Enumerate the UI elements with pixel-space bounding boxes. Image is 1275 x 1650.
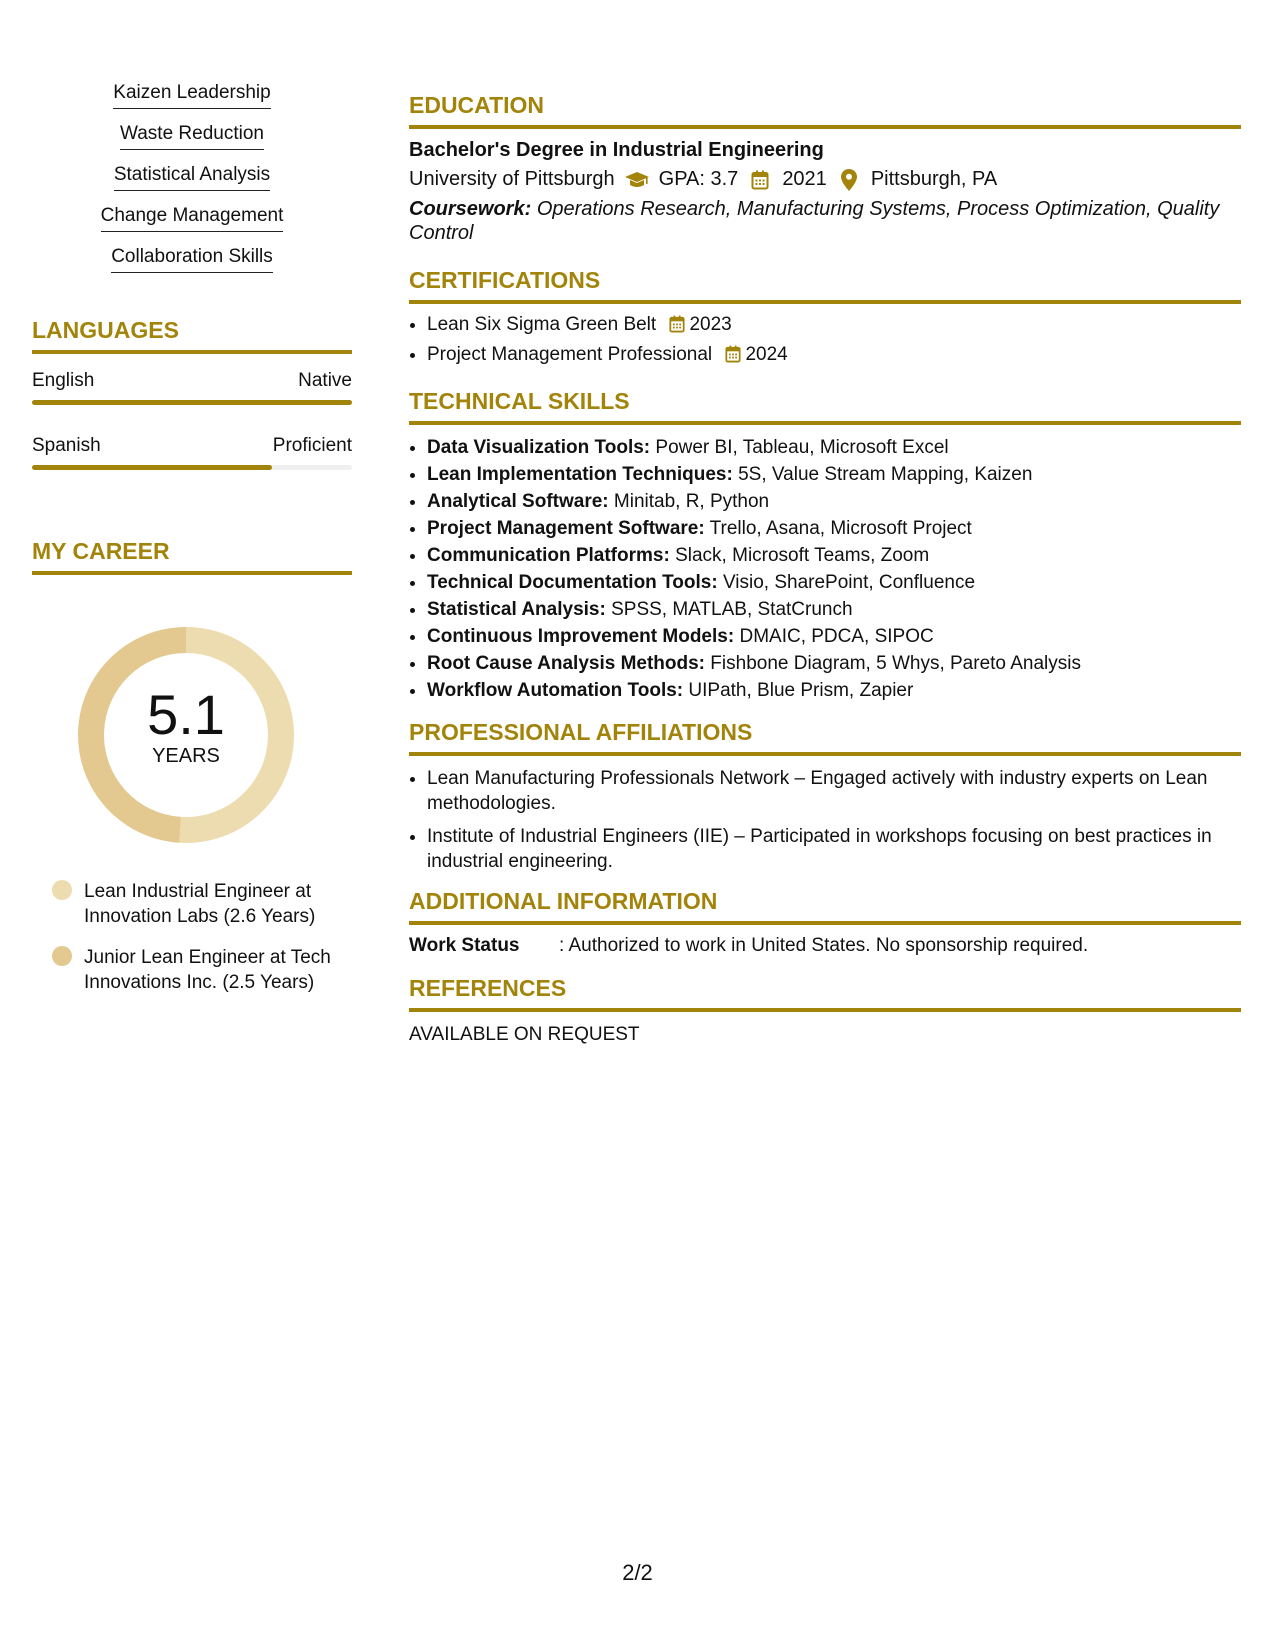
- references-title: REFERENCES: [409, 975, 1241, 1012]
- work-status-row: [409, 935, 1241, 957]
- career-title: MY CAREER: [32, 538, 352, 575]
- education-title: EDUCATION: [409, 92, 1241, 129]
- languages-section: [32, 317, 352, 470]
- affiliations-section: [409, 719, 1241, 874]
- language-level: Native: [298, 370, 352, 391]
- skill-values: SPSS, MATLAB, StatCrunch: [611, 599, 853, 620]
- skill-values: DMAIC, PDCA, SIPOC: [739, 626, 934, 647]
- legend-dot-icon: [52, 946, 72, 966]
- skill-values: Minitab, R, Python: [613, 491, 770, 512]
- skill-item: Change Management: [101, 205, 284, 232]
- skill-values: Slack, Microsoft Teams, Zoom: [675, 545, 930, 566]
- skill-category: Data Visualization Tools:: [427, 437, 651, 458]
- skill-category: Lean Implementation Techniques:: [427, 464, 733, 485]
- calendar-icon: [725, 345, 741, 370]
- skill-values: Trello, Asana, Microsoft Project: [709, 518, 972, 539]
- career-unit: YEARS: [152, 745, 220, 767]
- education-section: [409, 92, 1241, 245]
- languages-title: LANGUAGES: [32, 317, 352, 354]
- career-donut: [66, 615, 306, 855]
- coursework-label: Coursework:: [409, 198, 532, 220]
- location-pin-icon: [835, 169, 863, 191]
- skill-category: Technical Documentation Tools:: [427, 572, 718, 593]
- skill-item: Collaboration Skills: [111, 246, 273, 273]
- technical-skill-item: [427, 462, 1241, 487]
- technical-skill-item: [427, 597, 1241, 622]
- technical-skill-item: [427, 651, 1241, 676]
- certification-name: Lean Six Sigma Green Belt: [427, 314, 657, 335]
- language-item: [32, 435, 352, 470]
- school-name: University of Pittsburgh: [409, 168, 615, 190]
- skill-item: Waste Reduction: [120, 123, 264, 150]
- skill-category: Root Cause Analysis Methods:: [427, 653, 706, 674]
- career-legend-item: [32, 879, 352, 929]
- career-total: 5.1: [147, 683, 225, 746]
- technical-skill-item: [427, 624, 1241, 649]
- language-name: Spanish: [32, 435, 101, 456]
- graduation-cap-icon: [623, 171, 651, 189]
- career-legend-label: Lean Industrial Engineer at Innovation Labs (2.6 Years): [84, 881, 316, 927]
- skill-category: Analytical Software:: [427, 491, 609, 512]
- coursework-text: Operations Research, Manufacturing Systems, Process Optimization, Quality Control: [409, 198, 1220, 244]
- graduation-year: 2021: [782, 168, 827, 190]
- skill-values: Fishbone Diagram, 5 Whys, Pareto Analysis: [710, 653, 1081, 674]
- technical-skills-section: [409, 388, 1241, 703]
- certifications-section: [409, 267, 1241, 370]
- certification-item: [427, 312, 1241, 340]
- work-status-value: : Authorized to work in United States. No sponsorship required.: [559, 935, 1089, 956]
- calendar-icon: [669, 315, 685, 340]
- language-bar: [32, 465, 352, 470]
- language-name: English: [32, 370, 95, 391]
- skills-list: [32, 82, 352, 273]
- right-column: [409, 92, 1241, 1060]
- affiliation-item: • Lean Manufacturing Professionals Network – Engaged actively with industry experts on Lean methodologies.: [427, 766, 1241, 816]
- certifications-title: CERTIFICATIONS: [409, 267, 1241, 304]
- references-section: [409, 975, 1241, 1046]
- affiliations-title: PROFESSIONAL AFFILIATIONS: [409, 719, 1241, 756]
- skill-values: UIPath, Blue Prism, Zapier: [688, 680, 914, 701]
- gpa: GPA: 3.7: [658, 168, 739, 190]
- skill-item: Kaizen Leadership: [113, 82, 270, 109]
- references-text: AVAILABLE ON REQUEST: [409, 1024, 640, 1045]
- certification-name: Project Management Professional: [427, 344, 713, 365]
- skill-values: 5S, Value Stream Mapping, Kaizen: [738, 464, 1033, 485]
- skill-category: Workflow Automation Tools:: [427, 680, 684, 701]
- legend-dot-icon: [52, 880, 72, 900]
- work-status-label: Work Status: [409, 935, 520, 956]
- certification-year: 2024: [745, 344, 788, 365]
- career-section: [32, 538, 352, 995]
- technical-skill-item: [427, 570, 1241, 595]
- skill-category: Project Management Software:: [427, 518, 705, 539]
- additional-info-section: [409, 888, 1241, 957]
- technical-skills-list: [409, 435, 1241, 703]
- degree-title: Bachelor's Degree in Industrial Engineering: [409, 139, 824, 161]
- calendar-icon: [746, 170, 774, 190]
- page-number: 2/2: [622, 1560, 653, 1585]
- career-legend-label: Junior Lean Engineer at Tech Innovations Inc. (2.5 Years): [84, 947, 331, 993]
- language-item: [32, 370, 352, 405]
- technical-skill-item: [427, 678, 1241, 703]
- technical-skills-title: TECHNICAL SKILLS: [409, 388, 1241, 425]
- technical-skill-item: [427, 543, 1241, 568]
- technical-skill-item: [427, 516, 1241, 541]
- skill-values: Visio, SharePoint, Confluence: [722, 572, 976, 593]
- skill-category: Statistical Analysis:: [427, 599, 606, 620]
- technical-skill-item: [427, 435, 1241, 460]
- career-legend-item: [32, 945, 352, 995]
- additional-info-title: ADDITIONAL INFORMATION: [409, 888, 1241, 925]
- education-location: Pittsburgh, PA: [870, 168, 998, 190]
- affiliation-item: • Institute of Industrial Engineers (IIE) – Participated in workshops focusing on best practices in industrial engineering.: [427, 824, 1241, 874]
- skill-category: Continuous Improvement Models:: [427, 626, 735, 647]
- skill-item: Statistical Analysis: [114, 164, 270, 191]
- language-level: Proficient: [272, 435, 352, 456]
- coursework: [409, 197, 1241, 245]
- skill-category: Communication Platforms:: [427, 545, 670, 566]
- education-details: [409, 168, 1241, 191]
- certification-year: 2023: [689, 314, 732, 335]
- skill-values: Power BI, Tableau, Microsoft Excel: [655, 437, 949, 458]
- technical-skill-item: [427, 489, 1241, 514]
- language-bar-fill: [32, 465, 272, 470]
- language-bar: [32, 400, 352, 405]
- language-bar-fill: [32, 400, 352, 405]
- left-column: [32, 82, 352, 995]
- certification-item: [427, 342, 1241, 370]
